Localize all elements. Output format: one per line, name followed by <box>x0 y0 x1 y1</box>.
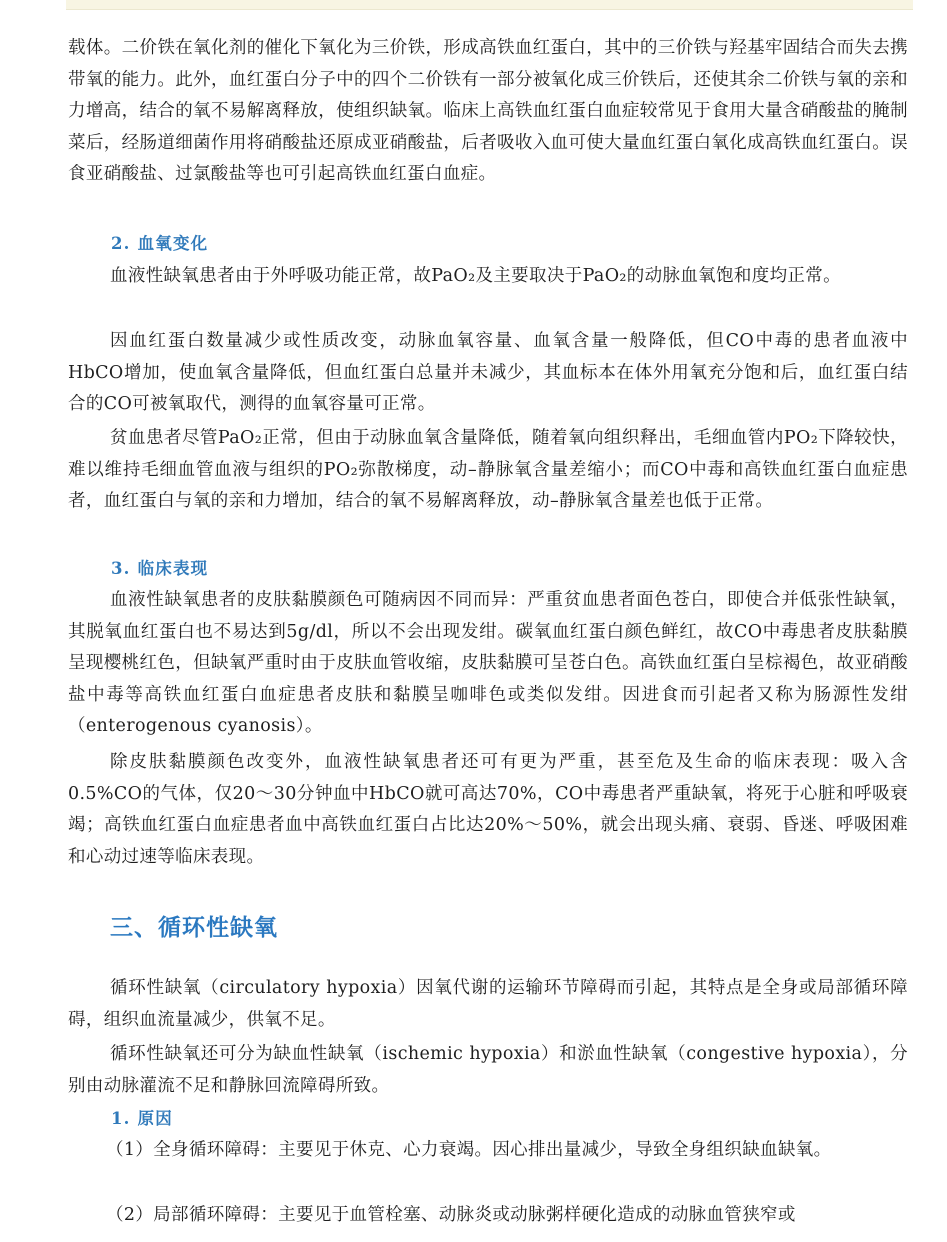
paragraph-pao2-normal: 血液性缺氧患者由于外呼吸功能正常，故PaO₂及主要取决于PaO₂的动脉血氧饱和度均正常。 <box>110 266 841 286</box>
paragraph-severe-manifestations: 除皮肤黏膜颜色改变外，血液性缺氧患者还可有更为严重，甚至危及生命的临床表现：吸入含0.5%CO的气体，仅20～30分钟血中HbCO就可高达70%，CO中毒患者严重缺氧，将死于心脏和呼吸衰竭；高铁血红蛋白血症患者血中高铁血红蛋白占比达20%～50%，就会出现头痛、衰弱、昏迷、呼吸困难和心动过速等临床表现。 <box>68 752 908 867</box>
section-title-circulatory-hypoxia: 三、循环性缺氧 <box>110 915 278 941</box>
paragraph-methemoglobin-carrier: 载体。二价铁在氧化剂的催化下氧化为三价铁，形成高铁血红蛋白，其中的三价铁与羟基牢固结合而失去携带氧的能力。此外，血红蛋白分子中的四个二价铁有一部分被氧化成三价铁后，还使其余二价铁与氧的亲和力增高，结合的氧不易解离释放，使组织缺氧。临床上高铁血红蛋白血症较常见于食用大量含硝酸盐的腌制菜后，经肠道细菌作用将硝酸盐还原成亚硝酸盐，后者吸收入血可使大量血红蛋白氧化成高铁血红蛋白。误食亚硝酸盐、过氯酸盐等也可引起高铁血红蛋白血症。 <box>68 38 908 184</box>
paragraph-ischemic-congestive: 循环性缺氧还可分为缺血性缺氧（ischemic hypoxia）和淤血性缺氧（congestive hypoxia），分别由动脉灌流不足和静脉回流障碍所致。 <box>68 1044 908 1096</box>
subheading-blood-oxygen-changes: 2. 血氧变化 <box>111 234 209 253</box>
paragraph-local-circulation: （2）局部循环障碍：主要见于血管栓塞、动脉炎或动脉粥样硬化造成的动脉血管狭窄或 <box>106 1205 796 1225</box>
paragraph-systemic-circulation: （1）全身循环障碍：主要见于休克、心力衰竭。因心排出量减少，导致全身组织缺血缺氧。 <box>106 1140 832 1160</box>
paragraph-circulatory-hypoxia-definition: 循环性缺氧（circulatory hypoxia）因氧代谢的运输环节障碍而引起，其特点是全身或局部循环障碍，组织血流量减少，供氧不足。 <box>68 978 908 1030</box>
paragraph-anemia-po2: 贫血患者尽管PaO₂正常，但由于动脉血氧含量降低，随着氧向组织释出，毛细血管内PO₂下降较快，难以维持毛细血管血液与组织的PO₂弥散梯度，动–静脉氧含量差缩小；而CO中毒和高铁血红蛋白血症患者，血红蛋白与氧的亲和力增加，结合的氧不易解离释放，动–静脉氧含量差也低于正常。 <box>68 428 908 511</box>
paragraph-oxygen-capacity: 因血红蛋白数量减少或性质改变，动脉血氧容量、血氧含量一般降低，但CO中毒的患者血液中HbCO增加，使血氧含量降低，但血红蛋白总量并未减少，其血标本在体外用氧充分饱和后，血红蛋白结合的CO可被氧取代，测得的血氧容量可正常。 <box>68 331 908 414</box>
subheading-clinical-manifestations: 3. 临床表现 <box>111 559 209 578</box>
paragraph-skin-mucosa-color: 血液性缺氧患者的皮肤黏膜颜色可随病因不同而异：严重贫血患者面色苍白，即使合并低张性缺氧，其脱氧血红蛋白也不易达到5g/dl，所以不会出现发绀。碳氧血红蛋白颜色鲜红，故CO中毒患者皮肤黏膜呈现樱桃红色，但缺氧严重时由于皮肤血管收缩，皮肤黏膜可呈苍白色。高铁血红蛋白呈棕褐色，故亚硝酸盐中毒等高铁血红蛋白血症患者皮肤和黏膜呈咖啡色或类似发绀。因进食而引起者又称为肠源性发绀（enterogenous cyanosis）。 <box>68 590 908 736</box>
subheading-causes: 1. 原因 <box>111 1109 173 1128</box>
